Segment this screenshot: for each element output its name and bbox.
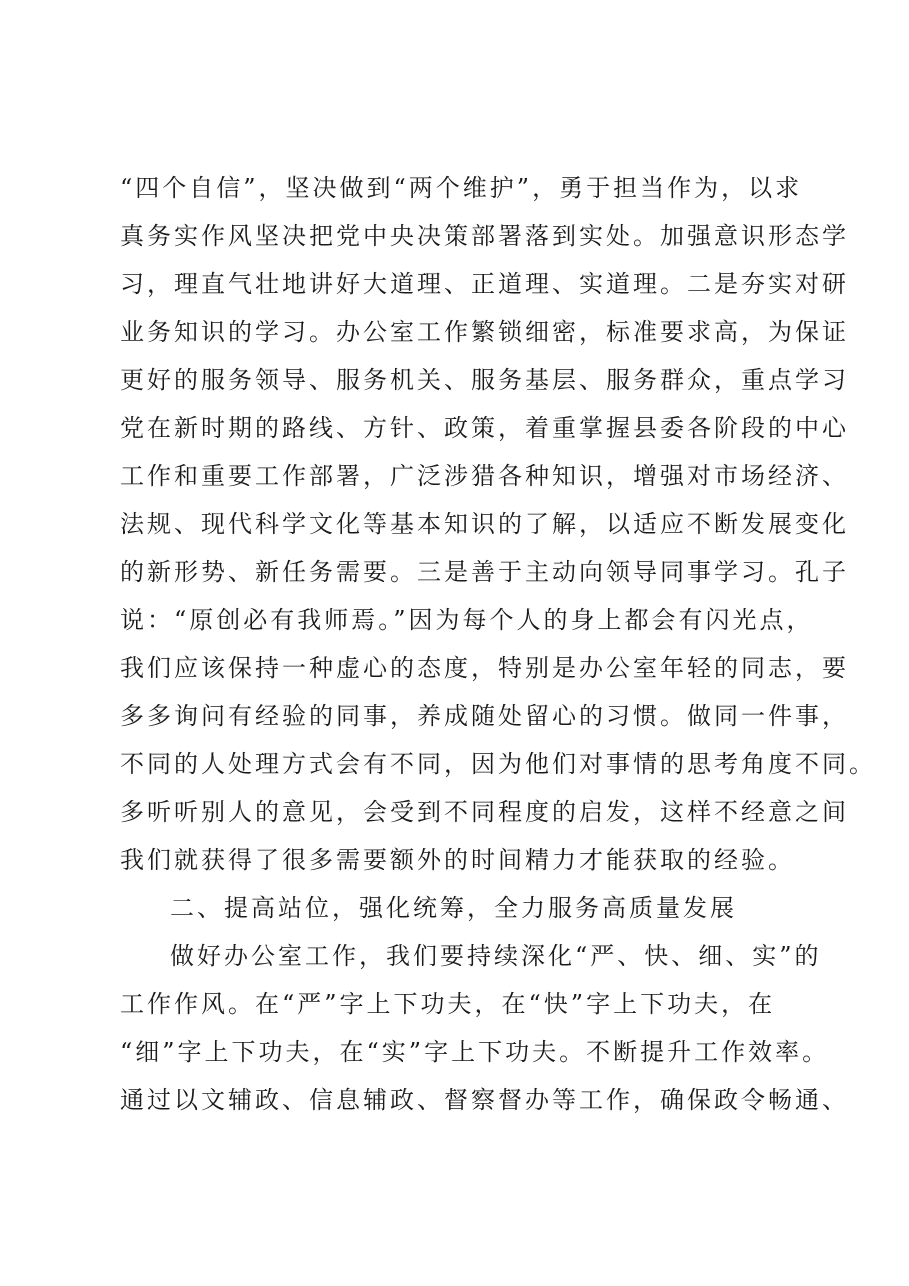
text-line: 更好的服务领导、服务机关、服务基层、服务群众，重点学习 bbox=[120, 366, 849, 394]
text-line: 工作作风。在“严”字上下功夫，在“快”字上下功夫，在 bbox=[120, 990, 776, 1018]
text-line: 真务实作风坚决把党中央决策部署落到实处。加强意识形态学 bbox=[120, 222, 849, 250]
text-line: 业务知识的学习。办公室工作繁锁细密，标准要求高，为保证 bbox=[120, 318, 849, 346]
text-line: 法规、现代科学文化等基本知识的了解，以适应不断发展变化 bbox=[120, 510, 849, 538]
text-line: 党在新时期的路线、方针、政策，着重掌握县委各阶段的中心 bbox=[120, 414, 849, 442]
text-line: 不同的人处理方式会有不同，因为他们对事情的思考角度不同。 bbox=[120, 750, 876, 778]
text-line: 做好办公室工作，我们要持续深化“严、快、细、实”的 bbox=[170, 942, 822, 970]
text-line: 的新形势、新任务需要。三是善于主动向领导同事学习。孔子 bbox=[120, 558, 849, 586]
text-line: 通过以文辅政、信息辅政、督察督办等工作，确保政令畅通、 bbox=[120, 1086, 849, 1114]
text-line: 习，理直气壮地讲好大道理、正道理、实道理。二是夯实对研 bbox=[120, 270, 849, 298]
document-body bbox=[120, 164, 876, 1124]
text-line: 多多询问有经验的同事，养成随处留心的习惯。做同一件事， bbox=[120, 702, 849, 730]
section-heading: 二、提高站位，强化统筹，全力服务高质量发展 bbox=[170, 894, 737, 922]
text-line: 说：“原创必有我师焉。”因为每个人的身上都会有闪光点， bbox=[120, 606, 814, 634]
text-line: 我们就获得了很多需要额外的时间精力才能获取的经验。 bbox=[120, 846, 795, 874]
text-line: 我们应该保持一种虚心的态度，特别是办公室年轻的同志，要 bbox=[120, 654, 849, 682]
text-line: “四个自信”，坚决做到“两个维护”，勇于担当作为，以求 bbox=[120, 174, 803, 202]
text-line: “细”字上下功夫，在“实”字上下功夫。不断提升工作效率。 bbox=[120, 1038, 830, 1066]
text-line: 工作和重要工作部署，广泛涉猎各种知识，增强对市场经济、 bbox=[120, 462, 849, 490]
text-line: 多听听别人的意见，会受到不同程度的启发，这样不经意之间 bbox=[120, 798, 849, 826]
